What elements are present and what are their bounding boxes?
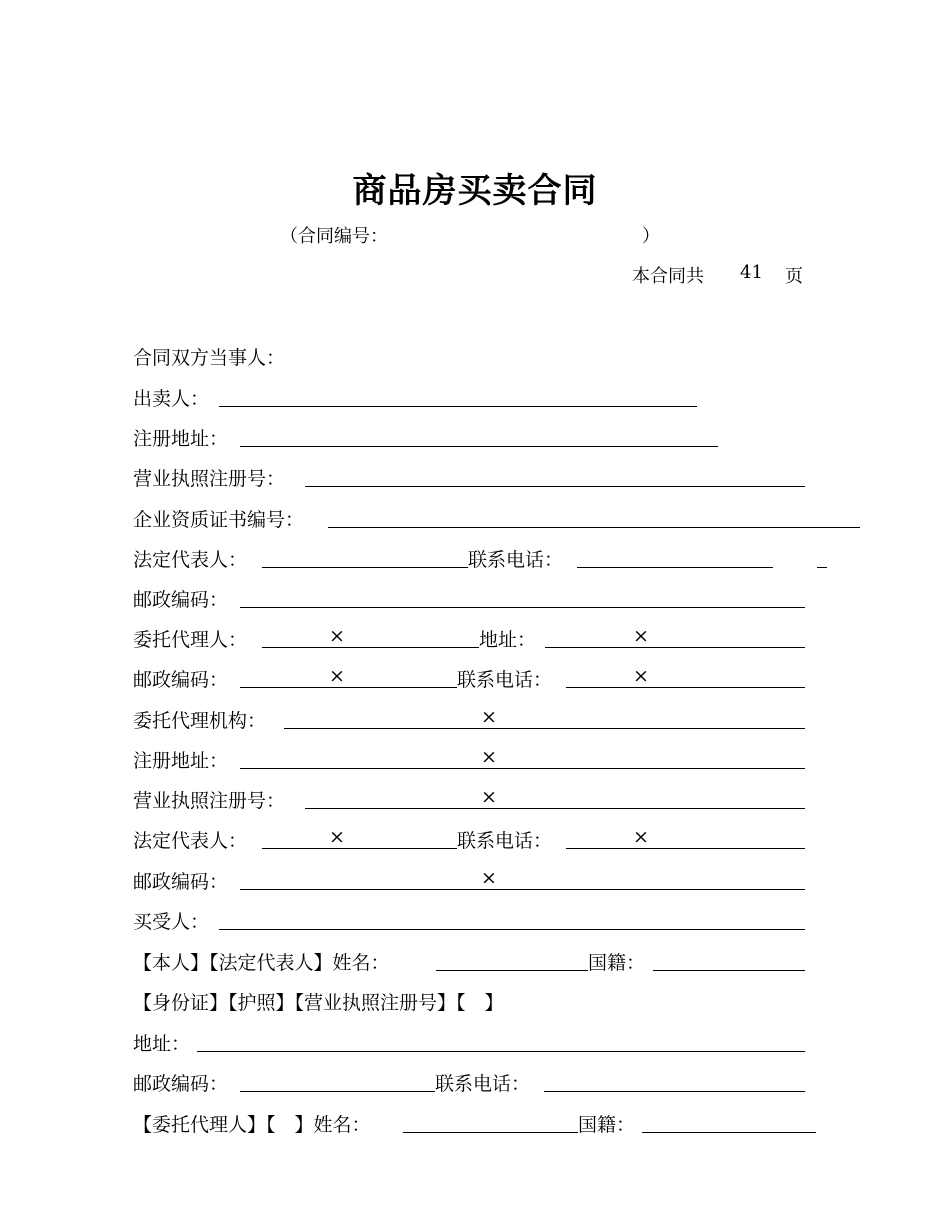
seller-legal-rep-field[interactable] <box>262 545 468 568</box>
agent-phone-label: 联系电话： <box>457 669 553 691</box>
seller-legal-rep-label: 法定代表人： <box>133 549 248 571</box>
agency-reg-address-cross: × <box>481 746 497 768</box>
agency-postcode-field[interactable] <box>240 867 805 890</box>
agency-legal-rep-field[interactable] <box>262 826 457 849</box>
buyer-address-field[interactable] <box>197 1029 805 1052</box>
agent-phone-field[interactable] <box>566 665 805 688</box>
buyer-phone-label: 联系电话： <box>435 1073 531 1095</box>
agent-address-label: 地址： <box>479 629 537 651</box>
buyer-name-field[interactable] <box>436 948 588 971</box>
buyer-nationality-label: 国籍： <box>588 952 646 974</box>
agent-postcode-field[interactable] <box>240 665 457 688</box>
buyer-field[interactable] <box>219 907 805 930</box>
buyer-nationality-field[interactable] <box>653 948 805 971</box>
page-count-prefix: 本合同共 <box>632 266 704 287</box>
agency-field[interactable] <box>284 706 805 729</box>
agent-label: 委托代理人： <box>133 629 248 651</box>
contract-number-field[interactable] <box>392 244 637 245</box>
agent-phone-cross: × <box>633 665 649 687</box>
agency-legal-rep-cross: × <box>329 826 345 848</box>
seller-qualification-label: 企业资质证书编号： <box>133 509 305 531</box>
agency-license-field[interactable] <box>305 786 805 809</box>
agent-address-cross: × <box>633 625 649 647</box>
buyer-id-types: 【身份证】【护照】【营业执照注册号】【 】 <box>133 992 504 1014</box>
buyer-postcode-field[interactable] <box>240 1069 435 1092</box>
buyer-agent-nationality-field[interactable] <box>642 1110 816 1133</box>
agency-cross: × <box>481 706 497 728</box>
seller-field[interactable] <box>219 384 697 407</box>
agency-reg-address-label: 注册地址： <box>133 750 229 772</box>
seller-postcode-field[interactable] <box>240 585 805 608</box>
agent-address-field[interactable] <box>545 625 805 648</box>
buyer-name-label: 【本人】【法定代表人】姓名： <box>133 952 390 974</box>
seller-label: 出卖人： <box>133 388 210 410</box>
agency-postcode-cross: × <box>481 867 497 889</box>
seller-phone-label: 联系电话： <box>468 549 564 571</box>
seller-reg-address-label: 注册地址： <box>133 428 229 450</box>
contract-number-label: （合同编号： <box>280 226 388 247</box>
agency-legal-rep-label: 法定代表人： <box>133 830 248 852</box>
seller-license-label: 营业执照注册号： <box>133 468 286 490</box>
seller-phone-extra-field[interactable] <box>817 545 827 568</box>
contract-number-close: ） <box>642 226 660 247</box>
buyer-label: 买受人： <box>133 911 210 933</box>
agent-field[interactable] <box>262 625 479 648</box>
buyer-address-label: 地址： <box>133 1033 191 1055</box>
seller-license-field[interactable] <box>305 464 805 487</box>
seller-qualification-field[interactable] <box>328 505 860 528</box>
buyer-agent-label: 【委托代理人】【 】姓名： <box>133 1114 371 1136</box>
agency-phone-field[interactable] <box>566 826 805 849</box>
buyer-agent-nationality-label: 国籍： <box>578 1114 636 1136</box>
agency-phone-label: 联系电话： <box>457 830 553 852</box>
agent-postcode-cross: × <box>329 665 345 687</box>
parties-heading: 合同双方当事人： <box>133 347 286 369</box>
agency-reg-address-field[interactable] <box>240 746 805 769</box>
agent-postcode-label: 邮政编码： <box>133 669 229 691</box>
seller-phone-field[interactable] <box>577 545 773 568</box>
agency-phone-cross: × <box>633 826 649 848</box>
page-count-value: 41 <box>740 262 763 283</box>
buyer-agent-name-field[interactable] <box>403 1110 578 1133</box>
document-title: 商品房买卖合同 <box>352 171 598 211</box>
buyer-phone-field[interactable] <box>544 1069 805 1092</box>
buyer-postcode-label: 邮政编码： <box>133 1073 229 1095</box>
page-count-suffix: 页 <box>785 266 803 287</box>
seller-reg-address-field[interactable] <box>240 424 718 447</box>
agency-label: 委托代理机构： <box>133 710 267 732</box>
agency-license-cross: × <box>481 786 497 808</box>
seller-postcode-label: 邮政编码： <box>133 589 229 611</box>
agency-postcode-label: 邮政编码： <box>133 871 229 893</box>
agent-cross: × <box>329 625 345 647</box>
agency-license-label: 营业执照注册号： <box>133 790 286 812</box>
